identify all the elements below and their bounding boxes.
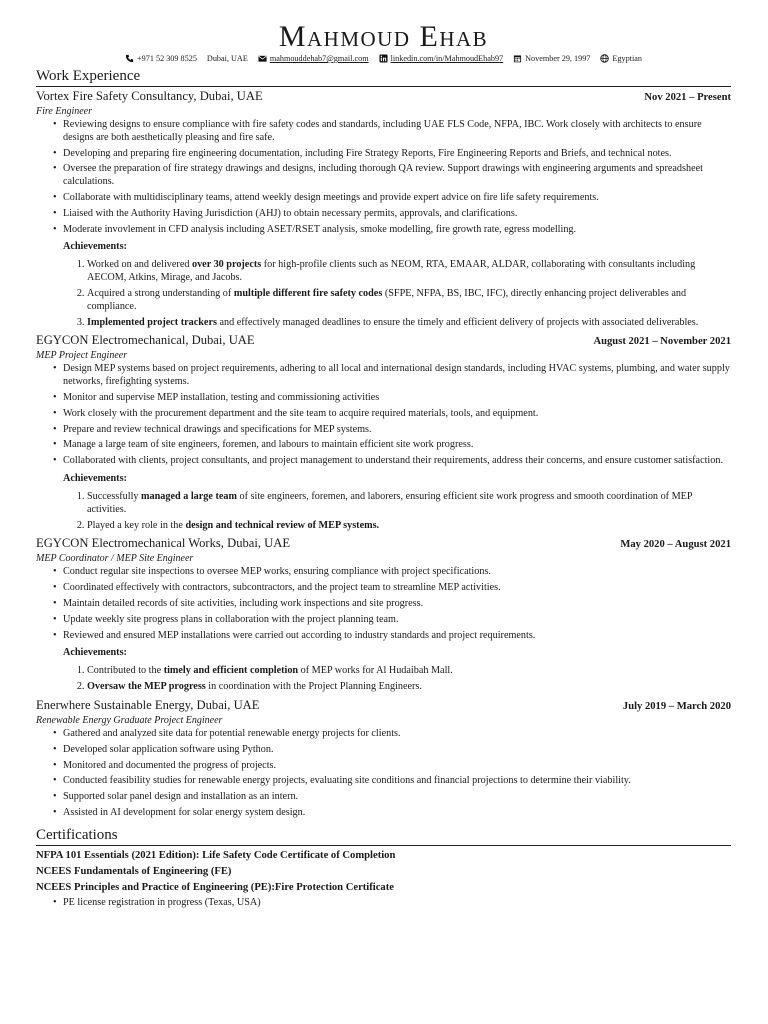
responsibility-item: • Conduct regular site inspections to oversee MEP works, ensuring compliance with project specifications. [63,566,731,579]
job-dates: May 2020 – August 2021 [620,539,731,551]
achievement-bold-text: Implemented project trackers [87,316,217,328]
birthdate-item [513,53,590,64]
responsibility-item: • Conducted feasibility studies for renewable energy projects, evaluating site conditions and financial projections to determine their viability. [63,775,731,788]
job-responsibilities [36,566,731,642]
achievement-bold-text: managed a large team [141,490,237,502]
responsibility-item: • Assisted in AI development for solar energy system design. [63,807,731,820]
job-entry [36,332,731,532]
job-entry [36,88,731,329]
experience-list [36,88,731,820]
achievement-item [87,259,731,285]
job-responsibilities [36,728,731,820]
nationality-text: Egyptian [612,54,642,63]
responsibility-item: • Developed solar application software using Python. [63,744,731,757]
job-role: MEP Project Engineer [36,350,128,362]
job-role: Fire Engineer [36,106,93,117]
job-header [36,332,731,350]
achievement-bold-text: multiple different fire safety codes [233,287,383,299]
certification-item: NFPA 101 Essentials (2021 Edition): Life Safety Code Certificate of Completion [36,849,396,861]
responsibility-item: • Maintain detailed records of site activities, including work inspections and site progress. [63,598,731,611]
achievements-list [36,491,731,532]
company-name: Enerwhere Sustainable Energy, Dubai, UAE [36,697,260,712]
linkedin-item[interactable] [379,53,504,64]
linkedin-link[interactable]: linkedin.com/in/MahmoudEhab97 [390,54,504,63]
responsibility-item: • Reviewing designs to ensure compliance with fire safety codes and standards, including UAE FLS Code, NFPA, IBC. Work closely with architects to ensure designs are both aesthetically pleasing and fire safe. [63,119,731,145]
section-title-certifications: Certifications [36,826,731,846]
responsibility-item: • Monitored and documented the progress of projects. [63,760,731,773]
responsibility-item: • Gathered and analyzed site data for potential renewable energy projects for clients. [63,728,731,741]
job-entry [36,535,731,694]
company-name: Vortex Fire Safety Consultancy, Dubai, UAE [36,89,263,103]
resume-page [36,0,731,912]
responsibility-item: • Reviewed and ensured MEP installations were carried out according to industry standards and project requirements. [63,630,731,643]
responsibility-item: • Prepare and review technical drawings and specifications for MEP systems. [63,424,731,437]
globe-icon [600,54,609,63]
birthdate-text: November 29, 1997 [525,54,591,63]
responsibility-item: • Moderate invovlement in CFD analysis including ASET/RSET analysis, smoke modelling, fire growth rate, egress modelling. [63,224,731,237]
job-role: MEP Coordinator / MEP Site Engineer [36,553,194,565]
achievement-post-text: (SFPE, NFPA, BS, IBC, IFC), directly enhancing project deliverables and compliance. [87,287,687,312]
location-item: Dubai, UAE [206,54,248,63]
achievement-bold-text: over 30 projects [191,259,262,271]
email-link[interactable]: mahmouddehab7@gmail.com [269,54,369,63]
certification-item: NCEES Principles and Practice of Engineering (PE):Fire Protection Certificate [36,881,394,893]
responsibility-item: • Work closely with the procurement department and the site team to acquire required materials, tools, and equipment. [63,408,731,421]
achievement-post-text: of MEP works for Al Hudaibah Mall. [298,665,453,677]
responsibility-item: • Liaised with the Authority Having Jurisdiction (AHJ) to obtain necessary permits, approvals, and clarifications. [63,208,731,221]
achievement-item [87,520,731,533]
job-header [36,697,731,715]
achievement-post-text: for high-profile clients such as NEOM, RTA, EMAAR, ALDAR, collaborating with consultants including AECOM, Atkins, Mirage, and Jacobs. [87,259,696,284]
certification-notes [36,897,731,910]
achievement-post-text: and effectively managed deadlines to ensure the timely and efficient delivery of projects with associated deliverables. [216,316,699,328]
linkedin-icon [379,54,388,63]
phone-icon [125,54,134,63]
email-item[interactable] [258,53,369,64]
phone-item [125,53,197,64]
nationality-item [600,53,642,64]
job-responsibilities [36,119,731,236]
responsibility-item: • Developing and preparing fire engineering documentation, including Fire Strategy Reports, Fire Engineering Reports and Briefs, and technical notes. [63,148,731,161]
achievement-bold-text: timely and efficient completion [163,665,299,677]
achievements-heading: Achievements: [63,241,127,253]
contact-bar [36,53,731,64]
certification-note: • PE license registration in progress (Texas, USA) [63,897,731,910]
section-title-experience: Work Experience [36,67,731,87]
achievement-post-text: of site engineers, foremen, and laborers, ensuring efficient site work progress and smooth coordination of MEP activities. [87,490,693,515]
achievements-list [36,259,731,329]
achievement-item [87,665,731,678]
responsibility-item: • Oversee the preparation of fire strategy drawings and designs, including thorough QA review. Support drawings with engineering arguments and spreadsheet calculations. [63,163,731,189]
responsibility-item: • Design MEP systems based on project requirements, adhering to all local and international design standards, including HVAC systems, plumbing, and water supply networks, firefighting systems. [63,363,731,389]
achievements-heading: Achievements: [63,472,127,484]
job-header [36,535,731,553]
job-dates: July 2019 – March 2020 [622,700,731,712]
job-dates: Nov 2021 – Present [644,92,731,103]
job-dates: August 2021 – November 2021 [593,336,731,348]
responsibility-item: • Supported solar panel design and installation as an intern. [63,791,731,804]
job-entry [36,697,731,820]
responsibility-item: • Update weekly site progress plans in collaboration with the project planning team. [63,614,731,627]
responsibility-item: • Coordinated effectively with contractors, subcontractors, and the project team to streamline MEP activities. [63,582,731,595]
responsibility-item: • Monitor and supervise MEP installation, testing and commissioning activities [63,392,731,405]
achievement-item [87,491,731,517]
achievement-item [87,288,731,314]
achievement-item [87,317,731,330]
achievement-bold-text: Oversaw the MEP progress [87,681,206,693]
responsibility-item: • Manage a large team of site engineers, foremen, and labours to maintain efficient site work progress. [63,439,731,452]
calendar-icon [513,54,522,63]
achievement-pre-text: Successfully [87,490,142,502]
certifications-list [36,848,731,910]
candidate-name: Mahmoud Ehab [278,20,489,53]
achievement-pre-text: Contributed to the [87,665,164,677]
company-name: EGYCON Electromechanical, Dubai, UAE [36,333,255,348]
job-header [36,88,731,106]
certification-item: NCEES Fundamentals of Engineering (FE) [36,865,232,877]
achievements-heading: Achievements: [63,647,127,659]
phone-number: +971 52 309 8525 [137,54,197,63]
achievement-bold-text: design and technical review of MEP systems. [185,519,380,531]
achievement-pre-text: Worked on and delivered [87,259,192,271]
job-responsibilities [36,363,731,468]
job-role: Renewable Energy Graduate Project Engineer [36,714,223,726]
achievement-pre-text: Played a key role in the [87,519,186,531]
responsibility-item: • Collaborated with clients, project consultants, and project management to understand their requirements, address their concerns, and ensure customer satisfaction. [63,455,731,468]
achievements-list [36,665,731,694]
achievement-pre-text: Acquired a strong understanding of [87,287,234,299]
responsibility-item: • Collaborate with multidisciplinary teams, attend weekly design meetings and provide expert advice on fire life safety requirements. [63,192,731,205]
achievement-post-text: in coordination with the Project Planning Engineers. [205,681,422,693]
email-icon [258,54,267,63]
achievement-item [87,681,731,694]
company-name: EGYCON Electromechanical Works, Dubai, UAE [36,536,291,551]
